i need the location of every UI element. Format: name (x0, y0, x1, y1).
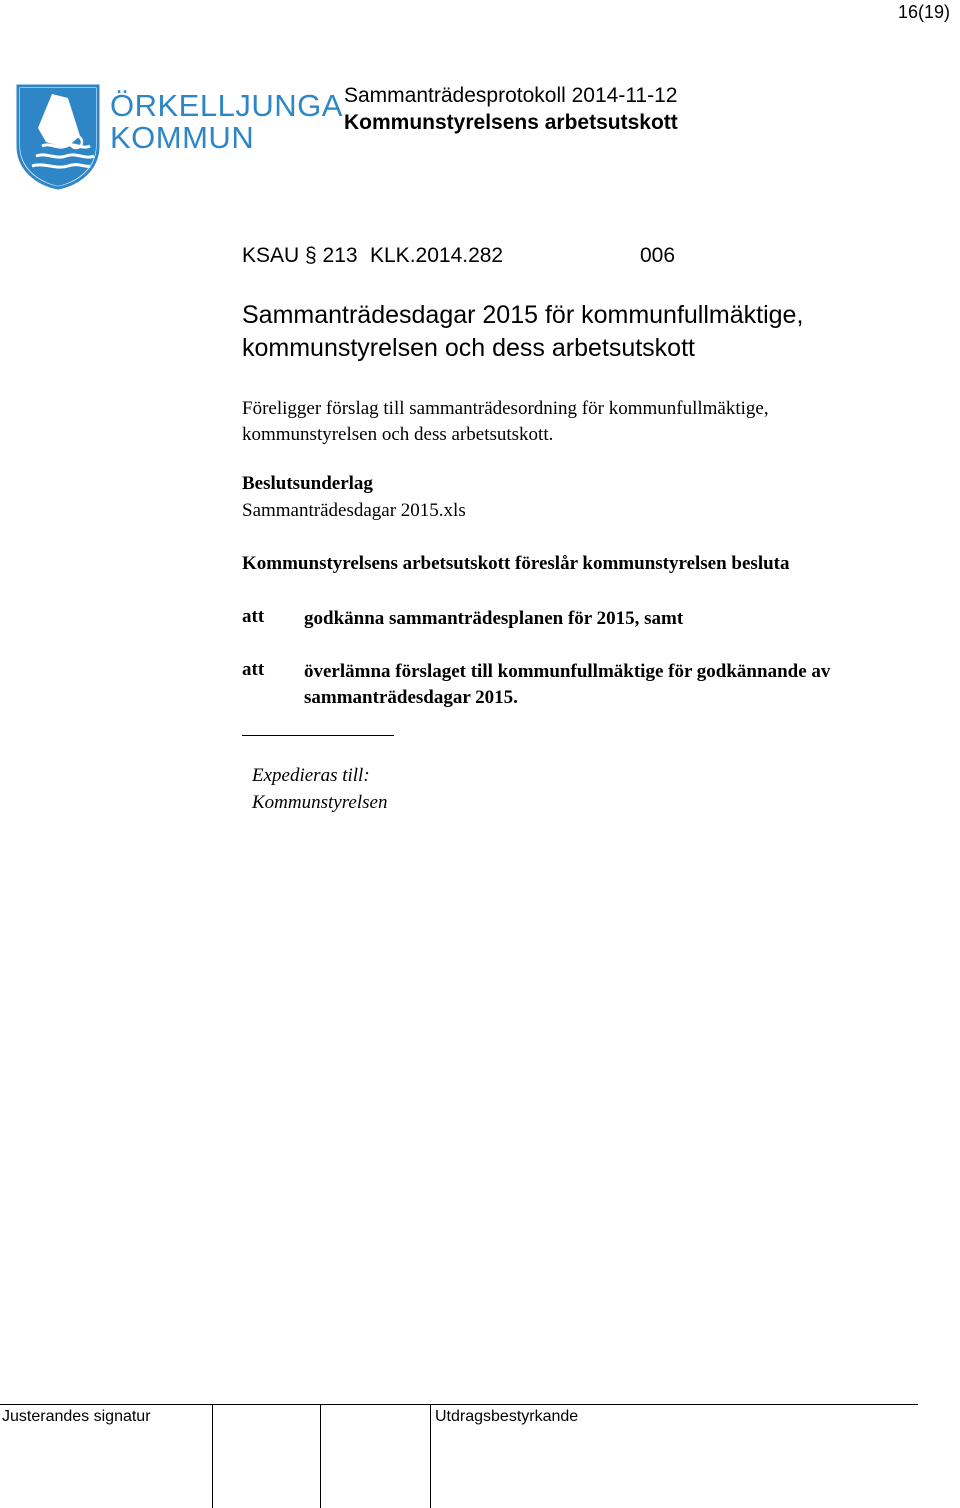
sent-to-label: Expedieras till: (252, 765, 370, 786)
footer-divider (430, 1404, 431, 1508)
footer-divider (320, 1404, 321, 1508)
page-number: 16(19) (897, 2, 950, 22)
proposal-text: Kommunstyrelsens arbetsutskott föreslår kommunstyrelsen besluta (242, 553, 790, 574)
decision-text: godkänna sammanträdesplanen för 2015, samt (304, 608, 684, 629)
footer-divider (212, 1404, 213, 1508)
basis-file: Sammanträdesdagar 2015.xls (242, 500, 466, 521)
intro-paragraph: Föreligger förslag till sammanträdesordning för kommunfullmäktige, kommunstyrelsen och dess arbetsutskott. (242, 398, 769, 445)
case-number: KLK.2014.282 (370, 244, 504, 267)
committee-name: Kommunstyrelsens arbetsutskott (344, 111, 678, 134)
decision-prefix: att (242, 606, 265, 627)
case-code: 006 (640, 244, 676, 267)
case-reference-line (242, 244, 675, 268)
municipal-coat-of-arms-icon (16, 84, 100, 190)
sent-to-recipient: Kommunstyrelsen (252, 792, 388, 813)
item-heading: Sammanträdesdagar 2015 för kommunfullmäktige, kommunstyrelsen och dess arbetsutskott (242, 301, 804, 362)
protocol-title: Sammanträdesprotokoll 2014-11-12 (344, 84, 678, 107)
logo-wordmark-line2: KOMMUN (110, 120, 255, 155)
basis-title: Beslutsunderlag (242, 473, 373, 494)
separator-line (242, 735, 394, 736)
decision-prefix: att (242, 659, 265, 680)
signature-label: Justerandes signatur (2, 1408, 151, 1425)
footer-rule (0, 1404, 918, 1405)
decision-text: överlämna förslaget till kommunfullmäktige för godkännande av sammanträdesdagar 2015. (304, 661, 831, 708)
logo-wordmark-line1: ÖRKELLJUNGA (110, 88, 343, 123)
signature-footer (0, 1404, 918, 1508)
certification-label: Utdragsbestyrkande (435, 1408, 579, 1425)
case-section: KSAU § 213 (242, 244, 358, 267)
